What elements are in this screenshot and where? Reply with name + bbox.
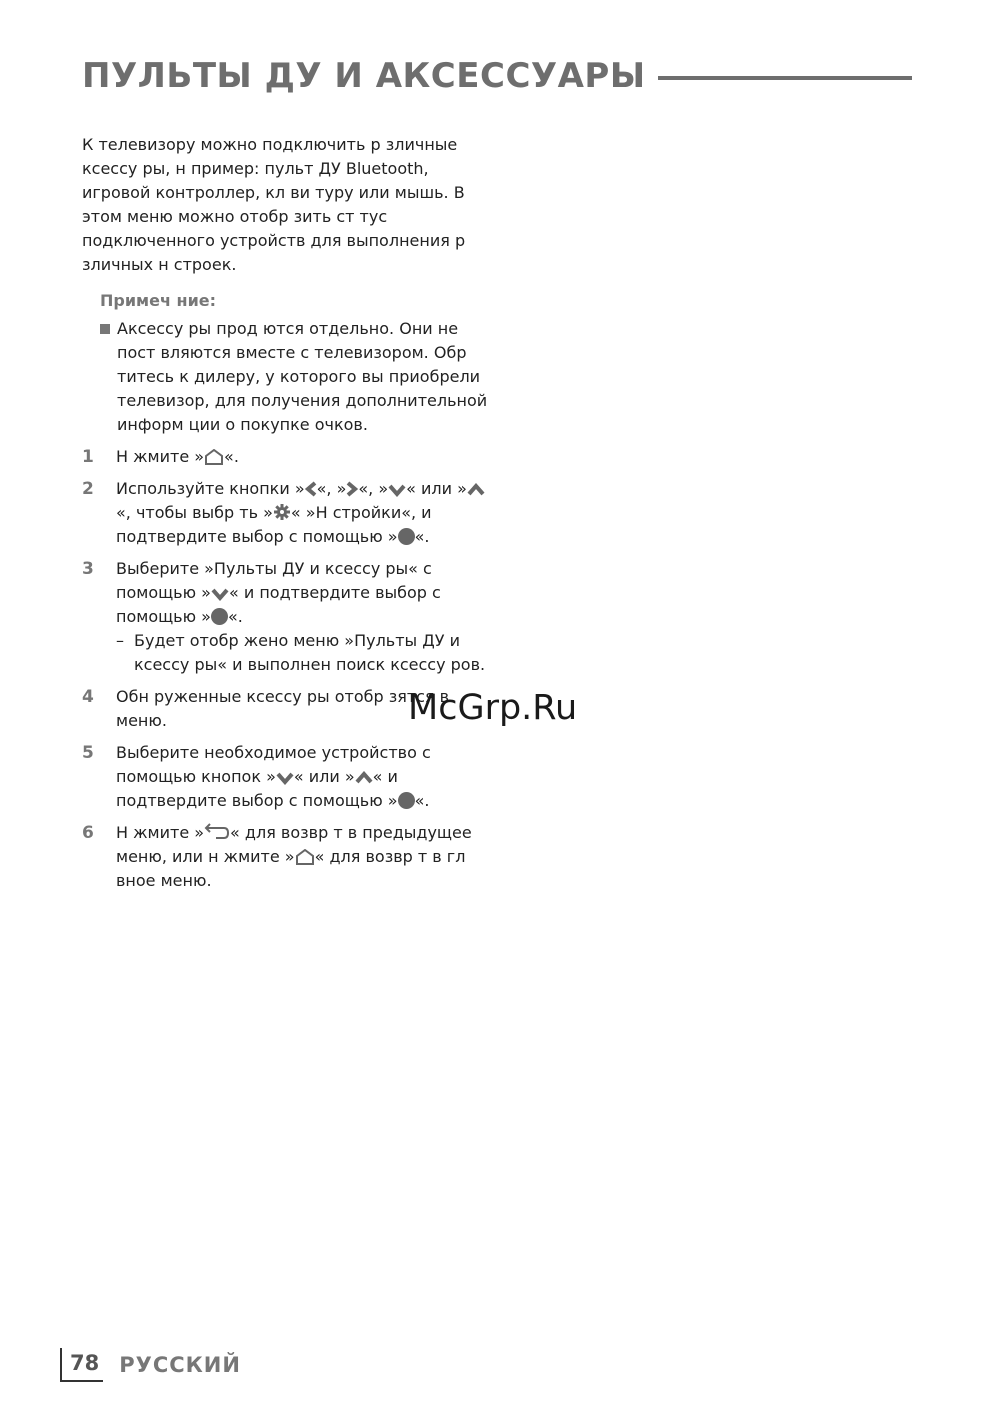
step-text-part: «, чтобы выбр ть » bbox=[116, 503, 273, 522]
step-number: 6 bbox=[82, 823, 94, 843]
step-number: 4 bbox=[82, 687, 94, 707]
step-number: 3 bbox=[82, 559, 94, 579]
intro-paragraph: К телевизору можно подключить р зличные ксессу ры, н пример: пульт ДУ Bluetooth, игровой контроллер, кл ви туру или мышь. В этом меню можно отобр зить ст тус подключенного устройств для выполнения р зличных н строек. bbox=[82, 135, 466, 274]
step-text bbox=[116, 445, 492, 469]
step-text bbox=[116, 477, 492, 549]
footer-language: РУССКИЙ bbox=[119, 1353, 241, 1377]
step-3 bbox=[82, 557, 492, 677]
home-icon bbox=[204, 449, 224, 465]
title-rule bbox=[658, 76, 912, 80]
step-text-part: Н жмите » bbox=[116, 823, 205, 842]
step-text-part: «, » bbox=[358, 479, 389, 498]
page-footer bbox=[60, 1346, 241, 1382]
step-number: 5 bbox=[82, 743, 94, 763]
step-number: 1 bbox=[82, 447, 94, 467]
up-arrow-icon bbox=[467, 483, 485, 497]
left-arrow-icon bbox=[305, 481, 317, 497]
page-header bbox=[82, 50, 912, 102]
step-text bbox=[116, 821, 492, 893]
step-text-part: « и подтвердите выбор с помощью » bbox=[116, 583, 441, 626]
watermark: McGrp.Ru bbox=[408, 688, 578, 728]
step-text: Обн руженные ксессу ры отобр зятся в меню. bbox=[116, 687, 450, 730]
ok-button-icon bbox=[398, 528, 415, 545]
gear-icon bbox=[273, 503, 291, 521]
ok-button-icon bbox=[398, 792, 415, 809]
up-arrow-icon bbox=[355, 771, 373, 785]
step-text-part: « для возвр т в гл вное меню. bbox=[116, 847, 466, 890]
step-number: 2 bbox=[82, 479, 94, 499]
right-arrow-icon bbox=[346, 481, 358, 497]
step-text-part: «. bbox=[414, 791, 430, 810]
step-text-part: « для возвр т в предыдущее меню, или н жмите » bbox=[116, 823, 472, 866]
step-text-part: « и подтвердите выбор с помощью » bbox=[116, 767, 398, 810]
step-text-part: Выберите необходимое устройство с помощью кнопок » bbox=[116, 743, 431, 786]
step-text-part: « или » bbox=[406, 479, 467, 498]
down-arrow-icon bbox=[211, 587, 229, 601]
note-item bbox=[100, 317, 492, 437]
step-text-part: « »Н стройки«, и подтвердите выбор с помощью » bbox=[116, 503, 432, 546]
note-heading: Примеч ние: bbox=[100, 291, 217, 310]
step-1 bbox=[82, 445, 492, 469]
main-column bbox=[82, 133, 492, 893]
step-2 bbox=[82, 477, 492, 549]
ok-button-icon bbox=[211, 608, 228, 625]
step-text-part: Используйте кнопки » bbox=[116, 479, 305, 498]
step-text bbox=[116, 557, 492, 677]
home-icon bbox=[295, 849, 315, 865]
down-arrow-icon bbox=[276, 771, 294, 785]
page-title: ПУЛЬТЫ ДУ И АКСЕССУАРЫ bbox=[82, 56, 646, 96]
step-text-part: «, » bbox=[316, 479, 347, 498]
step-result-text: Будет отобр жено меню »Пульты ДУ и ксессу ры« и выполнен поиск ксессу ров. bbox=[134, 631, 486, 674]
step-text-part: Выберите »Пульты ДУ и ксессу ры« с помощью » bbox=[116, 559, 432, 602]
step-text-part: « или » bbox=[293, 767, 355, 786]
back-icon bbox=[204, 823, 230, 841]
step-6 bbox=[82, 821, 492, 893]
note-text: Аксессу ры прод ются отдельно. Они не пост вляются вместе с телевизором. Обр титесь к дилеру, у которого вы приобрели телевизор, для получения дополнительной информ ции о покупке очков. bbox=[117, 319, 488, 434]
step-text-part: «. bbox=[224, 447, 239, 466]
step-5 bbox=[82, 741, 492, 813]
step-text bbox=[116, 741, 492, 813]
step-main-text bbox=[116, 557, 492, 629]
dash-marker: – bbox=[116, 631, 124, 650]
step-text-part: «. bbox=[414, 527, 430, 546]
down-arrow-icon bbox=[388, 483, 406, 497]
step-result bbox=[116, 629, 492, 677]
page-number: 78 bbox=[60, 1348, 103, 1382]
square-bullet-icon bbox=[100, 324, 110, 334]
step-text-part: «. bbox=[227, 607, 243, 626]
step-text-part: Н жмите » bbox=[116, 447, 205, 466]
